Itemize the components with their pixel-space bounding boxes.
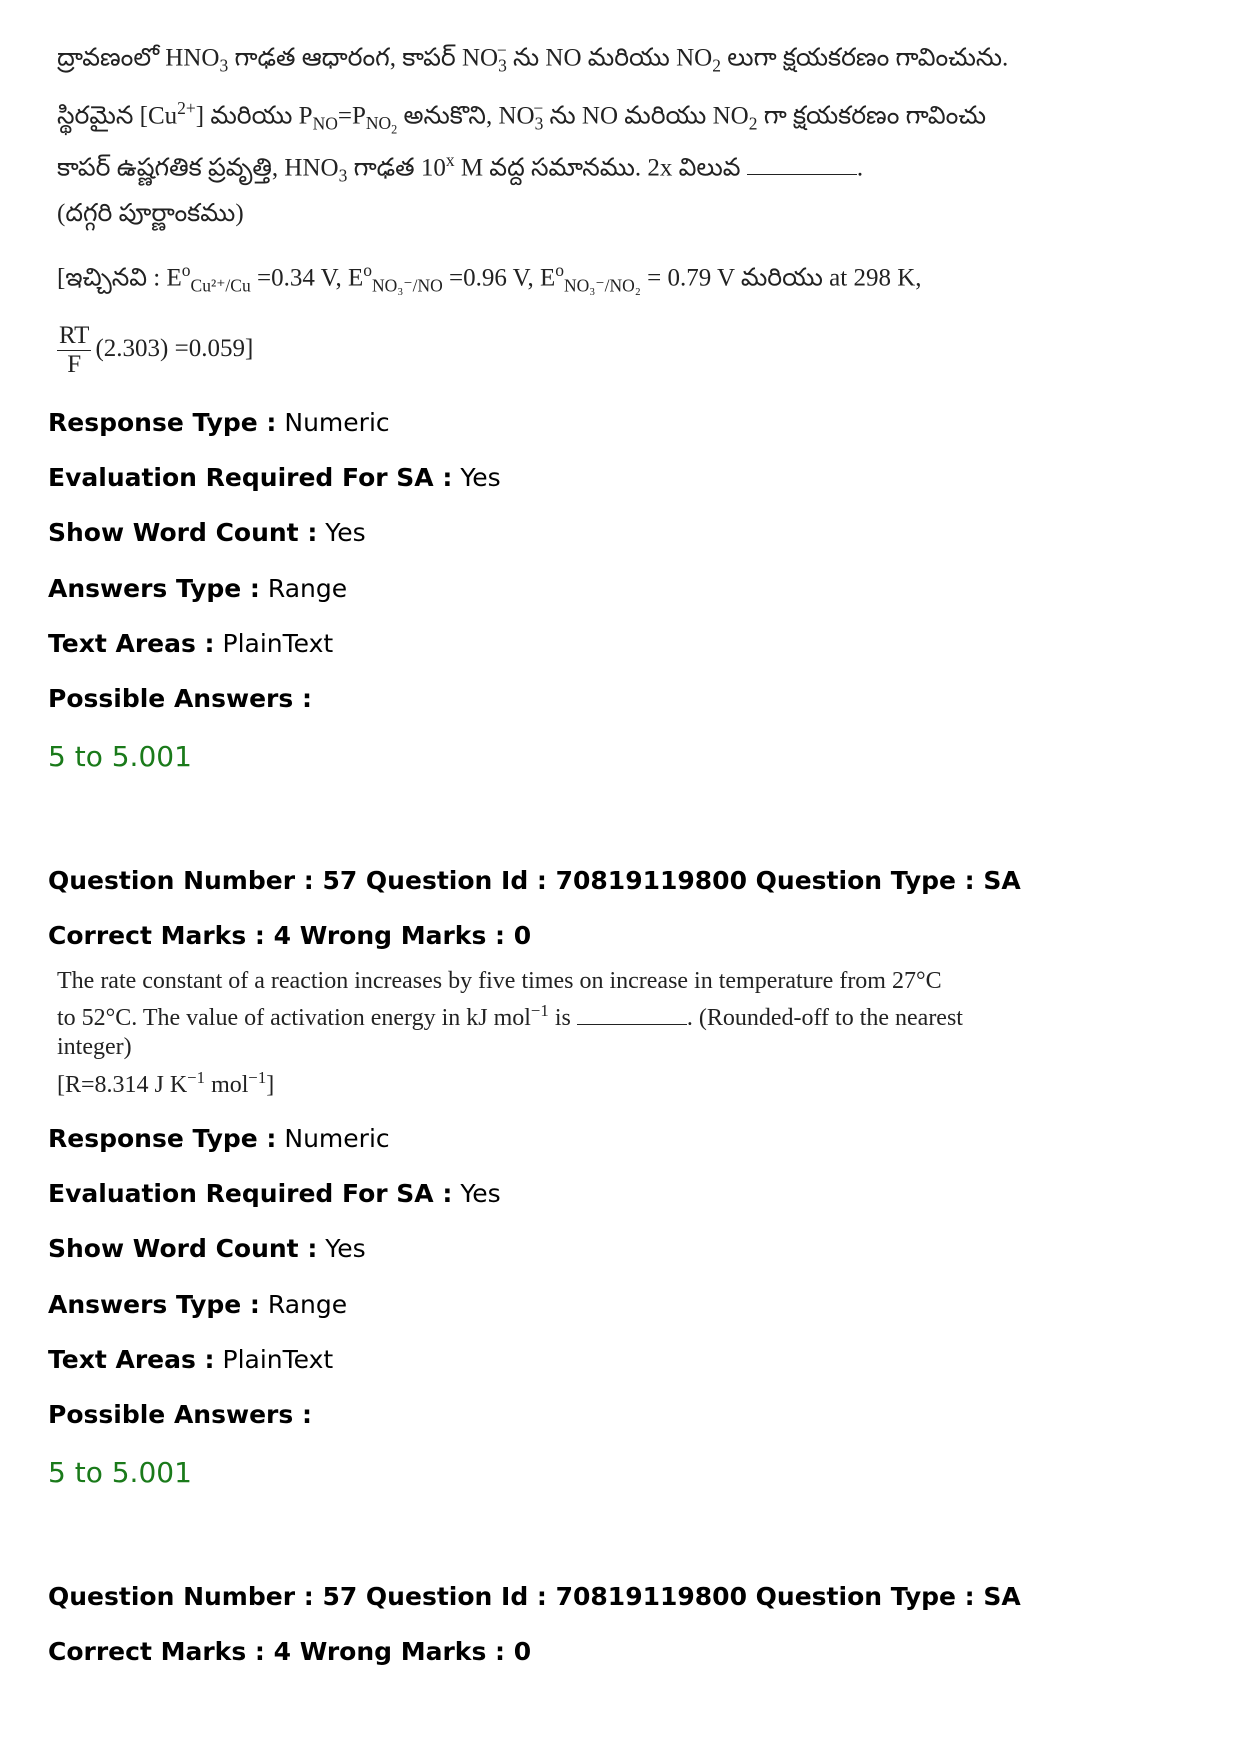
q56-text-areas: Text Areas : PlainText [48,629,334,658]
answer-blank [577,1002,687,1025]
q56-line-1: ద్రావణంలో $HNO_3$ గాఢత ఆధారంగ, కాపర్ $NO_3^-$ ను NO మరియు $NO_2$ లుగా క్షయకరణం గావించును. [57,40,1009,76]
q56-answers-type: Answers Type : Range [48,574,348,603]
q57-possible-answer: 5 to 5.001 [48,1456,192,1489]
q57-line-1: The rate constant of a reaction increases by five times on increase in temperature from 27°C [57,968,942,994]
q57-response-type: Response Type : Numeric [48,1124,390,1153]
q56-evaluation-required: Evaluation Required For SA : Yes [48,463,501,492]
q56-line-2: స్థిరమైన $[Cu^{2+}]$ మరియు $P_{NO}=P_{NO_2}$ అనుకొని, $NO_3^-$ ను NO మరియు $NO_2$ గా క్షయకరణం గావించు [57,98,986,137]
q57-line-2: to 52°C. The value of activation energy in kJ mol$^{-1}$ is . (Rounded-off to the nearest [57,1001,963,1031]
q57-text-areas: Text Areas : PlainText [48,1345,334,1374]
q56-line-4: (దగ్గరి పూర్ణాంకము) [57,200,244,227]
q56-line-3: కాపర్ ఉష్ణగతిక ప్రవృత్తి, $HNO_3$ గాఢత 10$^x$ M వద్ద సమానము. 2x విలువ . [57,150,864,186]
q57-header: Question Number : 57 Question Id : 70819119800 Question Type : SA [48,866,1021,895]
q57-answers-type: Answers Type : Range [48,1290,348,1319]
q57-line-4: [R=8.314 J $K^{-1}$ mol$^{-1}$] [57,1068,275,1098]
rt-over-f-fraction: $\frac{RT}{F}$ [59,322,90,378]
q57-marks: Correct Marks : 4 Wrong Marks : 0 [48,921,532,950]
q57-show-word-count: Show Word Count : Yes [48,1234,366,1263]
q58-marks: Correct Marks : 4 Wrong Marks : 0 [48,1637,532,1666]
q56-response-type: Response Type : Numeric [48,408,390,437]
q56-possible-answer: 5 to 5.001 [48,740,192,773]
q56-possible-answers-label: Possible Answers : [48,684,312,713]
q56-show-word-count: Show Word Count : Yes [48,518,366,547]
q56-line-6: $\frac{RT}{F}$ (2.303) =0.059] [59,322,254,378]
q58-header: Question Number : 57 Question Id : 70819119800 Question Type : SA [48,1582,1021,1611]
q57-line-3: integer) [57,1034,132,1060]
q57-evaluation-required: Evaluation Required For SA : Yes [48,1179,501,1208]
q56-line-5: [ఇచ్చినవి : $E^o_{Cu^{2+}/Cu} =0.34$ V, $E^o_{NO_3^-/NO} =0.96$ V, $E^o_{NO_3^-/NO_2} = 0.79$ V మరియు at 298 K, [57,260,922,296]
answer-blank [747,152,857,175]
q57-possible-answers-label: Possible Answers : [48,1400,312,1429]
